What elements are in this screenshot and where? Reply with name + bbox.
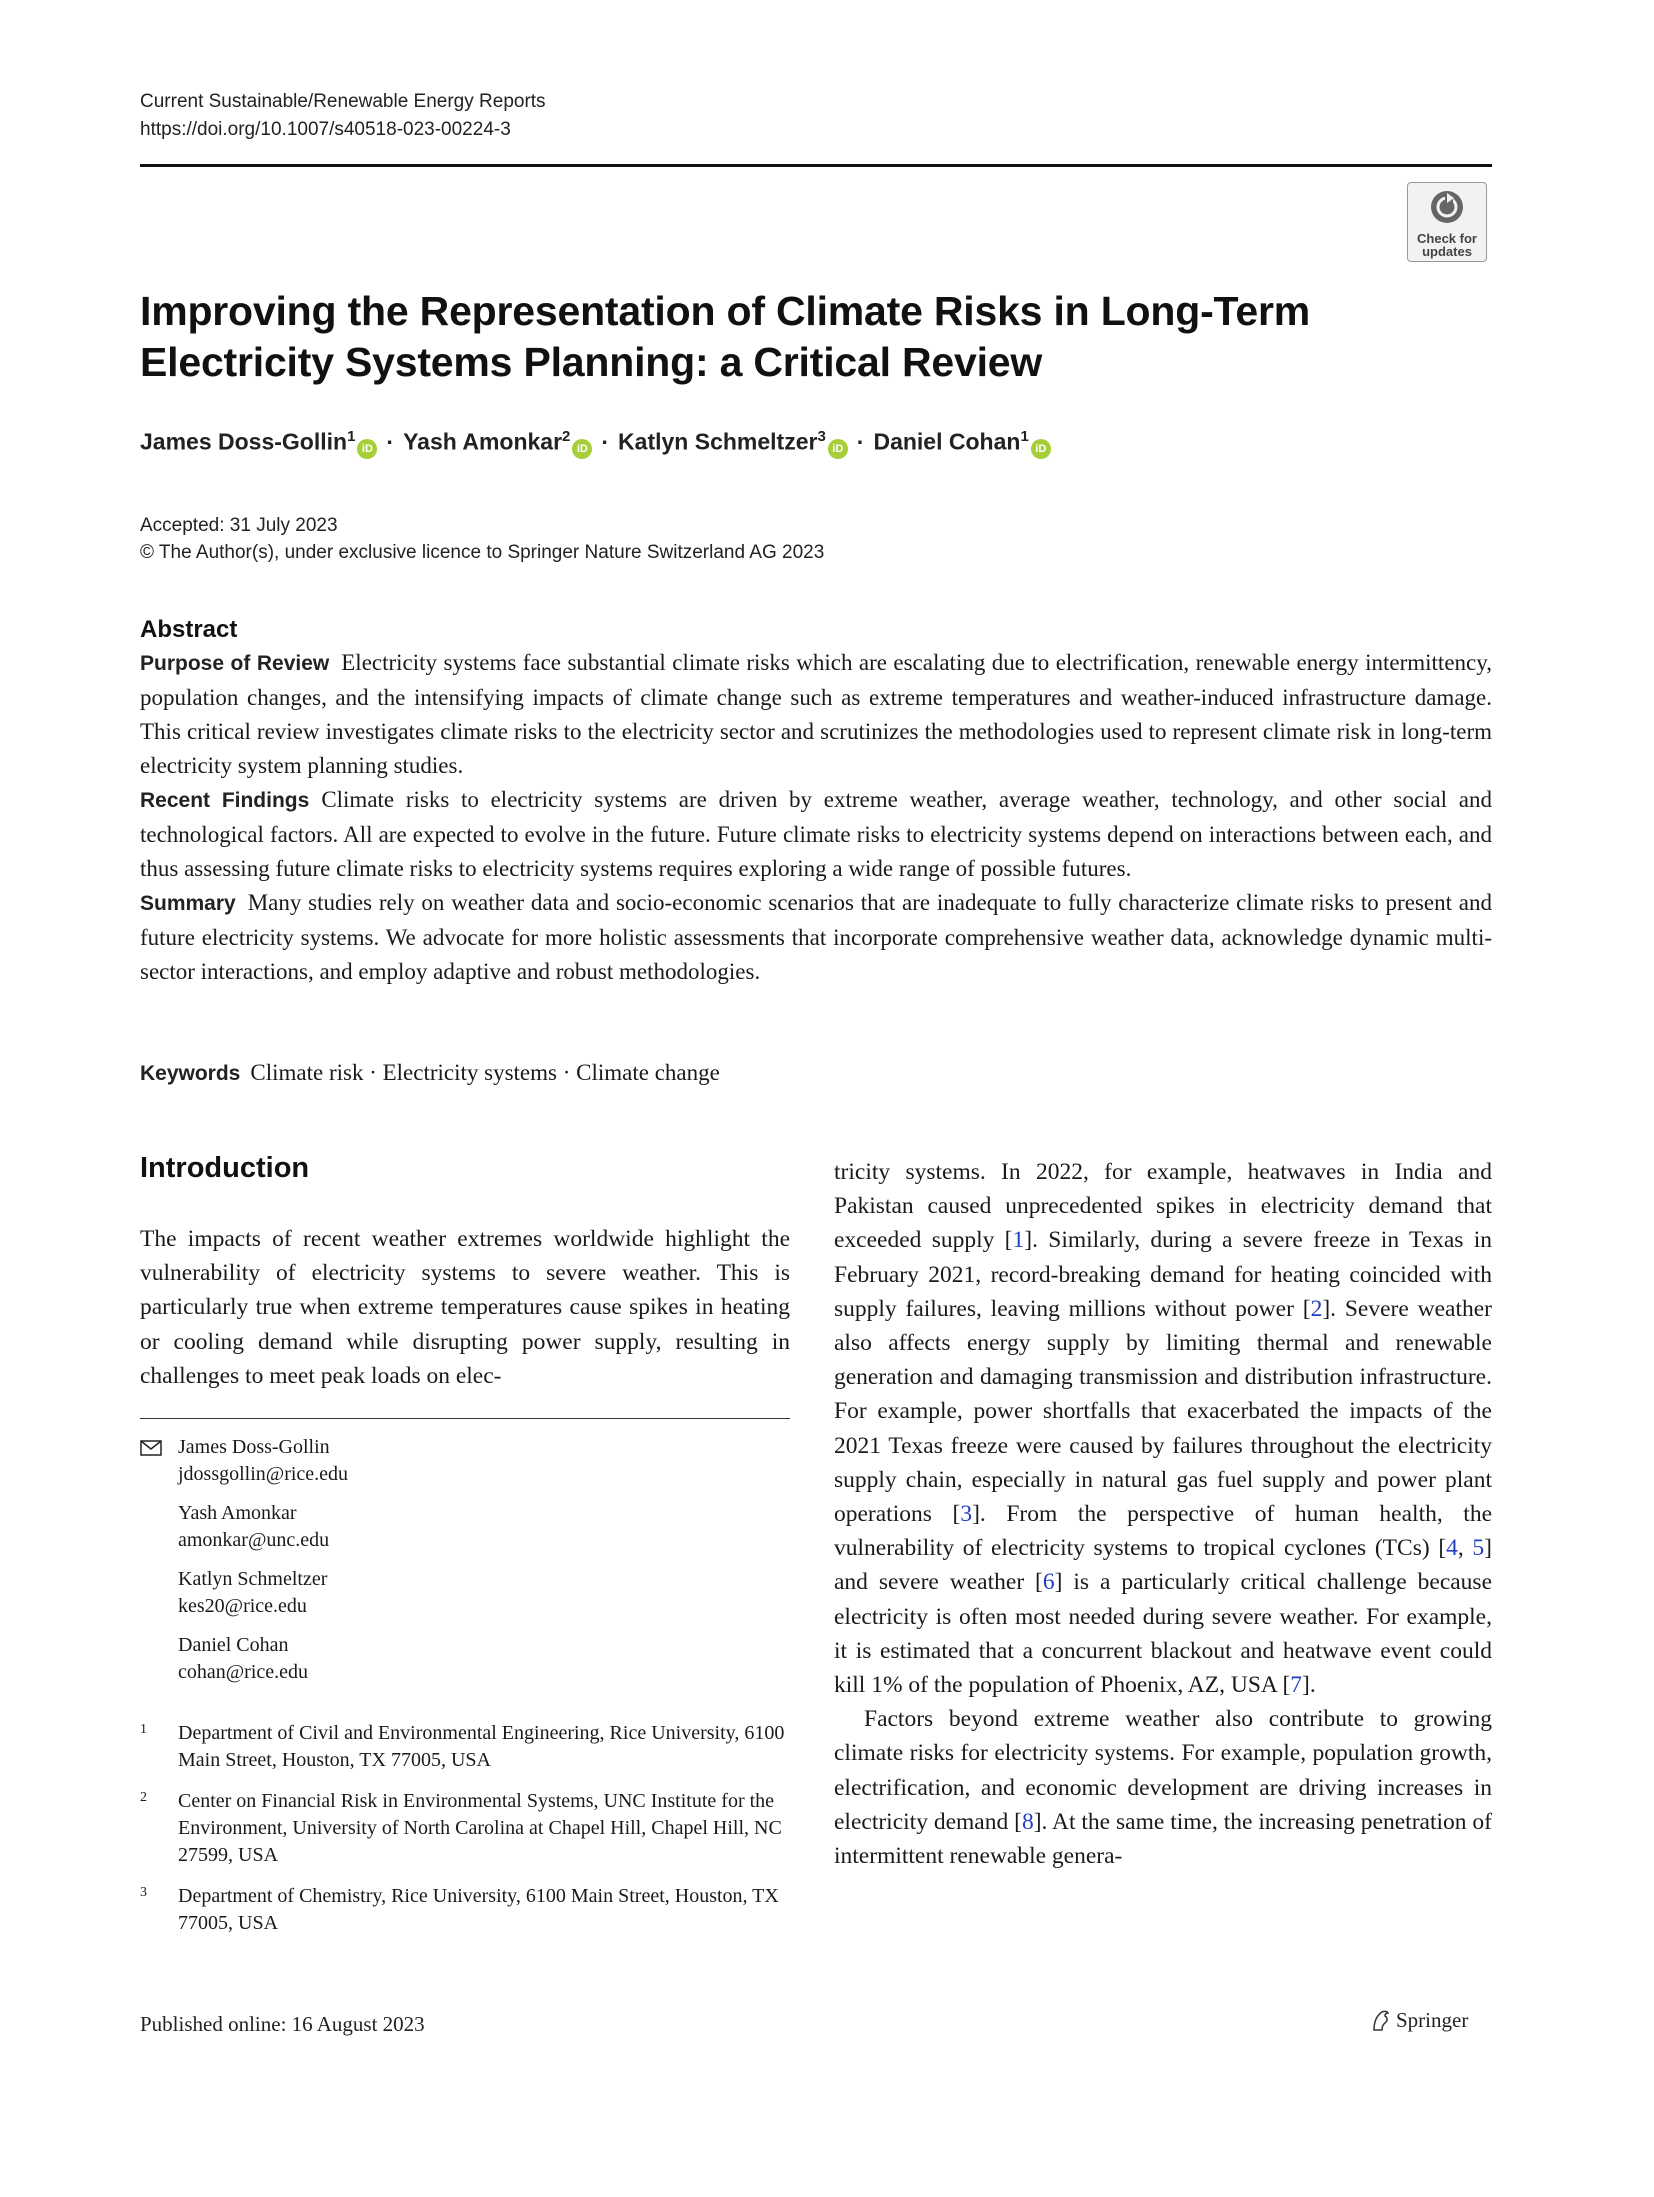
- author-affil: 3: [817, 428, 826, 445]
- text-run: Factors beyond extreme weather also contribute to growing climate risks for electricity systems. For example, population growth, electrification, and economic development are driving increases in electricity demand [: [834, 1706, 1492, 1835]
- abstract-purpose: [140, 646, 1492, 783]
- orcid-icon[interactable]: iD: [828, 439, 848, 459]
- text-run: ].: [1302, 1672, 1316, 1699]
- orcid-icon[interactable]: iD: [357, 439, 377, 459]
- contact-entry: [178, 1500, 790, 1554]
- accepted-date: Accepted: 31 July 2023: [140, 515, 338, 536]
- abstract-findings: [140, 783, 1492, 886]
- contact-entry: [178, 1632, 790, 1686]
- abstract-findings-label: Recent Findings: [140, 789, 310, 812]
- abstract-section: [140, 614, 1492, 989]
- article-title: Improving the Representation of Climate Risks in Long-Term Electricity Systems Planning: a Critical Review: [140, 288, 1310, 385]
- check-for-updates-badge[interactable]: [1407, 182, 1487, 262]
- body-paragraph: [834, 1155, 1492, 1702]
- author[interactable]: [873, 428, 1050, 459]
- publisher-name: Springer: [1396, 2008, 1469, 2032]
- contact-name: Yash Amonkar: [178, 1502, 297, 1524]
- author-name: Daniel Cohan: [873, 428, 1021, 455]
- author-list: [140, 428, 1051, 459]
- contact-email[interactable]: cohan@rice.edu: [178, 1661, 309, 1683]
- citation-link[interactable]: 7: [1290, 1672, 1303, 1699]
- author-separator: ·: [386, 428, 395, 455]
- citation-link[interactable]: 8: [1021, 1808, 1034, 1835]
- affiliation-text: Department of Chemistry, Rice University, 6100 Main Street, Houston, TX 77005, USA: [178, 1885, 779, 1934]
- intro-paragraph: The impacts of recent weather extremes worldwide highlight the vulnerability of electricity systems to severe weather. This is particularly true when extreme temperatures cause spikes in heating or cooling demand while disrupting power supply, resulting in challenges to meet peak loads on elec-: [140, 1226, 790, 1389]
- affiliation-text: Center on Financial Risk in Environmental Systems, UNC Institute for the Environment, University of North Carolina at Chapel Hill, Chapel Hill, NC 27599, USA: [178, 1790, 782, 1866]
- journal-header: [140, 88, 546, 144]
- abstract-heading: Abstract: [140, 616, 238, 643]
- body-paragraph: [834, 1702, 1492, 1873]
- author-affil: 1: [1020, 428, 1029, 445]
- text-run: ,: [1457, 1535, 1473, 1562]
- contact-name: James Doss-Gollin: [178, 1436, 330, 1458]
- doi-link[interactable]: https://doi.org/10.1007/s40518-023-00224-3: [140, 119, 511, 140]
- affiliation-number: 3: [140, 1885, 147, 1900]
- publisher-logo[interactable]: [1370, 2008, 1468, 2033]
- mail-icon: [140, 1440, 162, 1456]
- contact-name: Katlyn Schmeltzer: [178, 1568, 328, 1590]
- left-column: [140, 1150, 790, 1393]
- keywords-text: Climate risk · Electricity systems · Climate change: [250, 1060, 720, 1085]
- author[interactable]: [140, 428, 377, 459]
- author[interactable]: [403, 428, 592, 459]
- citation-link[interactable]: 2: [1310, 1295, 1323, 1322]
- copyright-notice: © The Author(s), under exclusive licence to Springer Nature Switzerland AG 2023: [140, 542, 825, 563]
- abstract-summary-label: Summary: [140, 892, 236, 915]
- text-run: ] and severe weather [: [834, 1535, 1492, 1596]
- keywords: [140, 1056, 720, 1091]
- contact-entry: [178, 1434, 790, 1488]
- published-online: Published online: 16 August 2023: [140, 2012, 425, 2036]
- abstract-purpose-text: Electricity systems face substantial climate risks which are escalating due to electrification, renewable energy intermittency, population changes, and the intensifying impacts of climate change such as extreme temperatures and weather-induced infrastructure damage. This critical review investigates climate risks to the electricity sector and scrutinizes the methodologies used to represent climate risk in long-term electricity system planning studies.: [140, 650, 1492, 778]
- abstract-summary-text: Many studies rely on weather data and socio-economic scenarios that are inadequate to fully characterize climate risks to present and future electricity systems. We advocate for more holistic assessments that incorporate comprehensive weather data, acknowledge dynamic multi-sector interactions, and employ adaptive and robust methodologies.: [140, 890, 1492, 984]
- contact-email[interactable]: amonkar@unc.edu: [178, 1529, 330, 1551]
- affiliation-entry: [140, 1720, 790, 1774]
- affiliation-number: 2: [140, 1790, 147, 1805]
- author-name: James Doss-Gollin: [140, 428, 348, 455]
- author-affil: 1: [347, 428, 356, 445]
- citation-link[interactable]: 5: [1472, 1535, 1485, 1562]
- orcid-icon[interactable]: iD: [572, 439, 592, 459]
- badge-line2: updates: [1422, 244, 1472, 259]
- citation-link[interactable]: 4: [1446, 1535, 1458, 1562]
- text-run: ]. Severe weather also affects energy supply by limiting thermal and renewable generation and damaging transmission and distribution infrastructure. For example, power shortfalls that exacerbated the impacts of the 2021 Texas freeze were caused by failures throughout the electricity supply chain, especially in natural gas fuel supply and power plant operations [: [834, 1295, 1492, 1528]
- right-column: [834, 1155, 1492, 1873]
- text-run: ]. At the same time, the increasing penetration of intermittent renewable genera-: [834, 1808, 1492, 1870]
- keywords-label: Keywords: [140, 1062, 241, 1085]
- abstract-summary: [140, 886, 1492, 989]
- text-run: ]. From the perspective of human health, the vulnerability of electricity systems to tropical cyclones (TCs) [: [834, 1501, 1493, 1562]
- author-affil: 2: [562, 428, 571, 445]
- section-heading-introduction: Introduction: [140, 1152, 310, 1184]
- author[interactable]: [618, 428, 848, 459]
- author-name: Yash Amonkar: [403, 428, 563, 455]
- springer-horse-icon: [1370, 2008, 1392, 2032]
- author-name: Katlyn Schmeltzer: [618, 428, 818, 455]
- affiliation-entry: [140, 1788, 790, 1869]
- contact-email[interactable]: kes20@rice.edu: [178, 1595, 307, 1617]
- author-separator: ·: [601, 428, 610, 455]
- text-run: ]. Similarly, during a severe freeze in Texas in February 2021, record-breaking demand for heating coincided with supply failures, leaving millions without power [: [834, 1227, 1492, 1322]
- affiliation-entry: [140, 1883, 790, 1937]
- author-separator: ·: [856, 428, 865, 455]
- orcid-icon[interactable]: iD: [1031, 439, 1051, 459]
- affiliation-number: 1: [140, 1722, 147, 1737]
- text-run: ] is a particularly critical challenge because electricity is often most needed during severe weather. For example, it is estimated that a concurrent blackout and heatwave event could kill 1% of the population of Phoenix, AZ, USA [: [834, 1569, 1492, 1699]
- text-run: tricity systems. In 2022, for example, heatwaves in India and Pakistan caused unprecedented spikes in electricity demand that exceeded supply [: [834, 1159, 1492, 1254]
- article-dates: [140, 512, 824, 566]
- refresh-icon: [1427, 187, 1467, 227]
- footnote-rule: [140, 1418, 790, 1419]
- abstract-purpose-label: Purpose of Review: [140, 652, 330, 675]
- affiliations: [140, 1720, 790, 1951]
- citation-link[interactable]: 3: [960, 1501, 973, 1528]
- affiliation-text: Department of Civil and Environmental Engineering, Rice University, 6100 Main Street, Houston, TX 77005, USA: [178, 1722, 785, 1771]
- citation-link[interactable]: 1: [1012, 1227, 1025, 1254]
- journal-name: Current Sustainable/Renewable Energy Reports: [140, 91, 546, 112]
- author-contacts: [140, 1434, 790, 1698]
- citation-link[interactable]: 6: [1042, 1569, 1055, 1596]
- header-rule: [140, 164, 1492, 167]
- contact-name: Daniel Cohan: [178, 1634, 289, 1656]
- contact-email[interactable]: jdossgollin@rice.edu: [178, 1463, 349, 1485]
- contact-entry: [178, 1566, 790, 1620]
- badge-line1: Check for: [1417, 231, 1477, 246]
- abstract-findings-text: Climate risks to electricity systems are driven by extreme weather, average weather, technology, and other social and technological factors. All are expected to evolve in the future. Future climate risks to electricity systems depend on interactions between each, and thus assessing future climate risks to electricity systems requires exploring a wide range of possible futures.: [140, 787, 1492, 881]
